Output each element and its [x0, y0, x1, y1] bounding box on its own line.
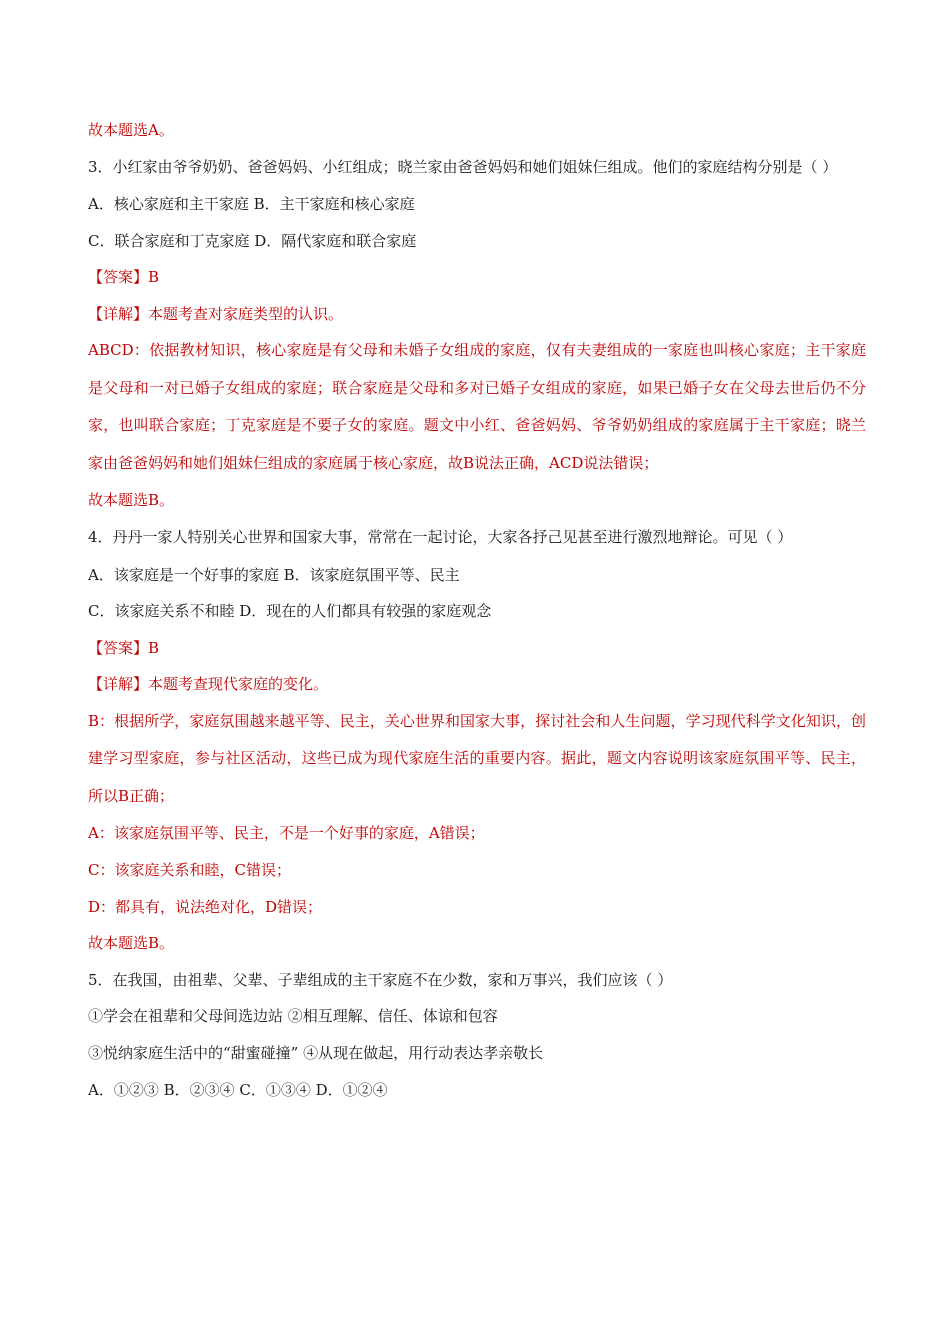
q5-items-12: ①学会在祖辈和父母间选边站 ②相互理解、信任、体谅和包容 [88, 1007, 498, 1026]
q3-analysis: ABCD：依据教材知识，核心家庭是有父母和未婚子女组成的家庭，仅有夫妻组成的一家庭也叫核心家庭；主干家庭是父母和一对已婚子女组成的家庭；联合家庭是父母和多对已婚子女组成的家庭，如果已婚子女在父母去世后仍不分家，也叫联合家庭；丁克家庭是不要子女的家庭。题文中小红、爸爸妈妈、爷爷奶奶组成的家庭属于主干家庭；晓兰家由爸爸妈妈和她们姐妹仨组成的家庭属于核心家庭，故B说法正确，ACD说法错误； [88, 341, 866, 472]
q3-detail: 【详解】本题考查对家庭类型的认识。 [88, 304, 344, 323]
q3-conclusion: 故本题选B。 [88, 491, 175, 510]
q4-analysis-b: B：根据所学，家庭氛围越来越平等、民主，关心世界和国家大事，探讨社会和人生问题，学习现代科学文化知识，创建学习型家庭，参与社区活动，这些已成为现代家庭生活的重要内容。据此，题文内容说明该家庭氛围平等、民主，所以B正确； [88, 711, 866, 805]
q4-stem: 4．丹丹一家人特别关心世界和国家大事，常常在一起讨论，大家各抒己见甚至进行激烈地辩论。可见（ ） [88, 528, 793, 547]
q4-analysis-c: C：该家庭关系和睦，C错误； [88, 861, 291, 880]
document-page [88, 112, 866, 1108]
q3-answer: 【答案】B [88, 268, 160, 287]
q4-options-ab: A．该家庭是一个好事的家庭 B．该家庭氛围平等、民主 [88, 565, 460, 584]
q3-options-cd: C．联合家庭和丁克家庭 D．隔代家庭和联合家庭 [88, 231, 417, 250]
q4-analysis-d: D：都具有，说法绝对化，D错误； [88, 897, 323, 916]
q5-stem: 5．在我国，由祖辈、父辈、子辈组成的主干家庭不在少数，家和万事兴，我们应该（ ） [88, 970, 673, 989]
q2-conclusion: 故本题选A。 [88, 121, 174, 139]
q4-detail: 【详解】本题考查现代家庭的变化。 [88, 675, 329, 694]
q3-stem: 3．小红家由爷爷奶奶、爸爸妈妈、小红组成；晓兰家由爸爸妈妈和她们姐妹仨组成。他们的家庭结构分别是（ ） [88, 157, 838, 176]
q4-analysis-a: A：该家庭氛围平等、民主，不是一个好事的家庭，A错误； [88, 824, 485, 843]
q4-options-cd: C．该家庭关系不和睦 D．现在的人们都具有较强的家庭观念 [88, 602, 492, 621]
q4-answer: 【答案】B [88, 638, 160, 657]
q5-options: A．①②③ B．②③④ C．①③④ D．①②④ [88, 1080, 388, 1099]
q4-conclusion: 故本题选B。 [88, 934, 175, 953]
q3-options-ab: A．核心家庭和主干家庭 B．主干家庭和核心家庭 [88, 195, 415, 214]
q5-items-34: ③悦纳家庭生活中的“甜蜜碰撞” ④从现在做起，用行动表达孝亲敬长 [88, 1044, 544, 1062]
